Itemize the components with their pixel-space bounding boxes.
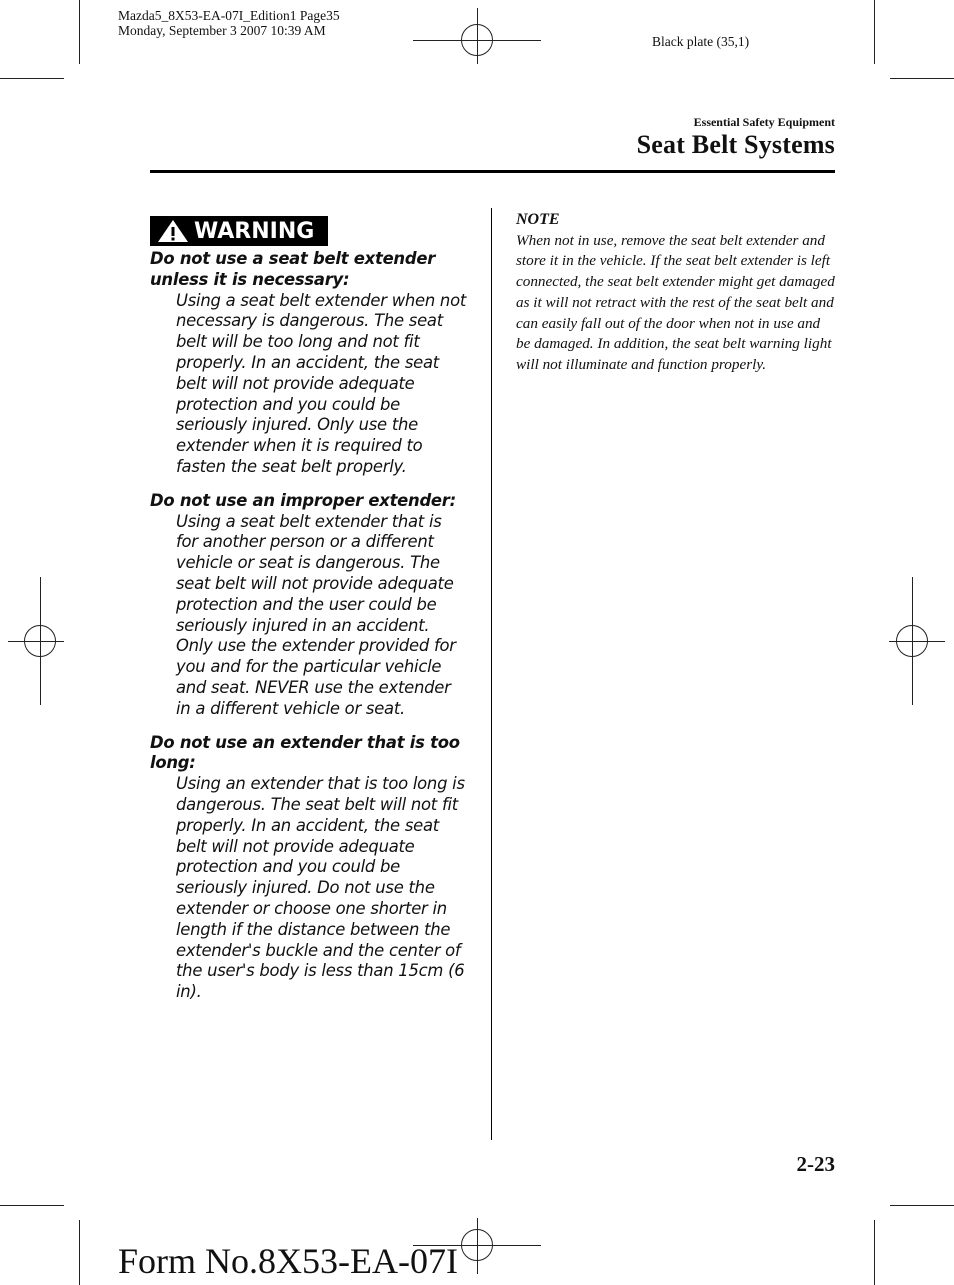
- warning-heading: Do not use an improper extender:: [150, 490, 456, 510]
- page-title: Seat Belt Systems: [636, 130, 835, 159]
- column-divider: [491, 208, 492, 1140]
- note-box: [516, 210, 838, 376]
- warning-label: WARNING: [194, 218, 315, 244]
- crop-mark: [0, 78, 64, 79]
- warning-body: Using a seat belt extender when not necessary is dangerous. The seat belt will be too long and not fit properly. In an accident, the seat belt will not provide adequate protection and you could be seriously injured. Only use the extender when it is required to fasten the seat belt properly.: [176, 290, 467, 476]
- slug-timestamp: Monday, September 3 2007 10:39 AM: [118, 23, 326, 38]
- crop-mark: [874, 1220, 875, 1285]
- plate-label: Black plate (35,1): [652, 34, 750, 49]
- print-slug: [118, 8, 340, 38]
- crop-mark: [79, 0, 80, 64]
- crop-mark: [890, 78, 954, 79]
- form-number: Form No.8X53-EA-07I: [118, 1241, 458, 1281]
- slug-filename: Mazda5_8X53-EA-07I_Edition1 Page35: [118, 8, 340, 23]
- warning-item: [150, 733, 468, 1003]
- warning-item: [150, 491, 468, 720]
- warning-body: Using an extender that is too long is dangerous. The seat belt will not fit properly. In an accident, the seat belt will not provide adequate protection and you could be seriously injured. Do not use the extender or choose one shorter in length if the distance between the extender's buckle and the center of the user's body is less than 15cm (6 in).: [176, 774, 465, 1002]
- warning-banner: [150, 216, 328, 246]
- warning-heading: Do not use a seat belt extender unless it is necessary:: [150, 249, 436, 289]
- warning-body: Using a seat belt extender that is for another person or a different vehicle or seat is dangerous. The seat belt will not provide adequate protection and the user could be seriously injured in an accident. Only use the extender provided for you and for the particular vehicle and seat. NEVER use the extender in a different vehicle or seat.: [176, 511, 456, 718]
- crop-mark: [874, 0, 875, 64]
- warning-heading: Do not use an extender that is too long:: [150, 732, 460, 773]
- crop-mark: [0, 1205, 64, 1206]
- crop-mark: [890, 1205, 954, 1206]
- note-body: When not in use, remove the seat belt extender and store it in the vehicle. If the seat belt extender is left connected, the seat belt extender might get damaged as it will not retract with the rest of the seat belt and can easily fall out of the door when not in use and be damaged. In addition, the seat belt warning light will not illuminate and function properly.: [516, 231, 835, 373]
- crop-mark: [79, 1220, 80, 1285]
- warning-content: [150, 249, 468, 1016]
- note-heading: NOTE: [516, 211, 560, 228]
- warning-icon: [156, 218, 190, 244]
- warning-item: [150, 249, 468, 478]
- page-number: 2-23: [796, 1152, 835, 1176]
- section-label: Essential Safety Equipment: [693, 115, 835, 129]
- header-rule: [150, 170, 835, 173]
